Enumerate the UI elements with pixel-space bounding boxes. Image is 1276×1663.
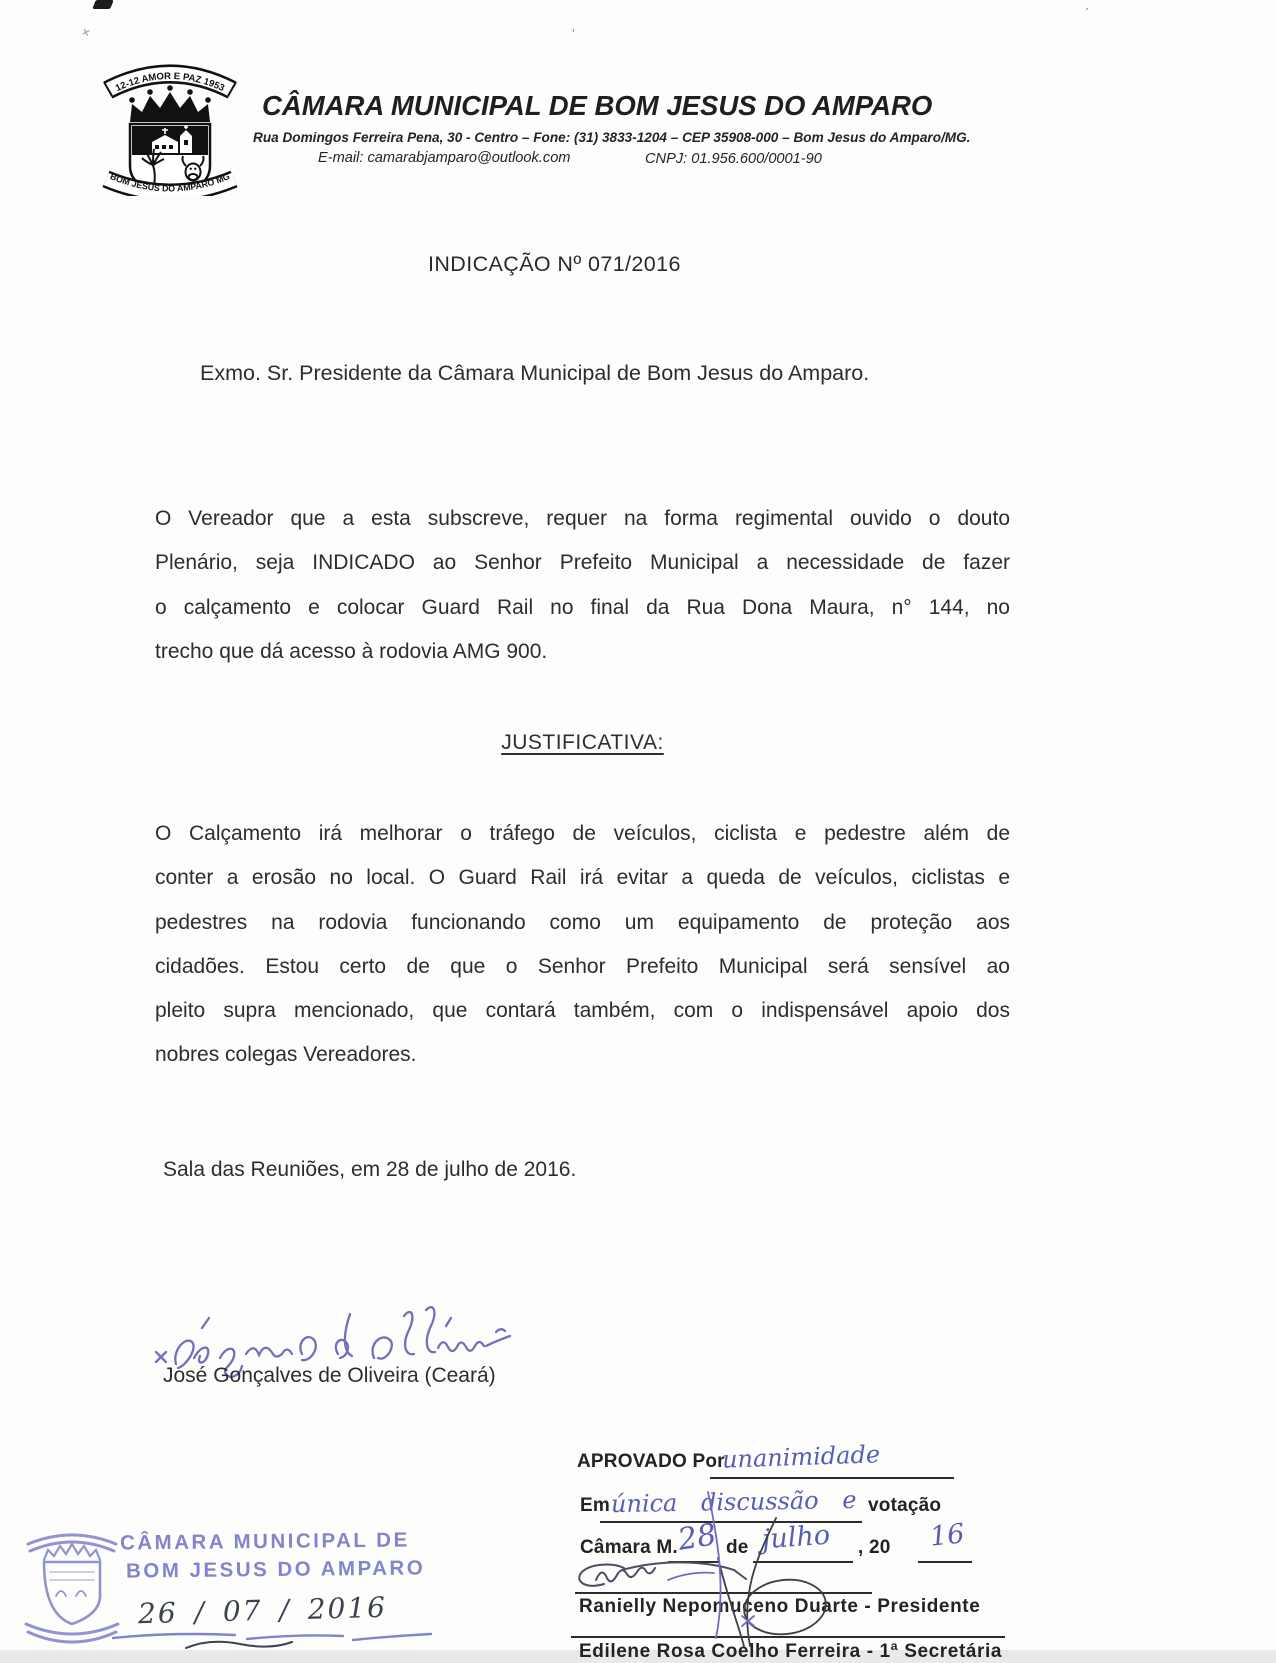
- org-name: CÂMARA MUNICIPAL DE BOM JESUS DO AMPARO: [262, 90, 933, 121]
- approved-fill-line: [710, 1477, 954, 1479]
- crest-ribbon-text: BOM JESUS DO AMPARO MG: [108, 171, 232, 194]
- secretary-name-line: Edilene Rosa Coelho Ferreira - 1ª Secretária: [579, 1641, 1003, 1662]
- camara-label: Câmara M.: [580, 1537, 678, 1558]
- year-prefix-label: , 20: [858, 1537, 891, 1558]
- org-address: Rua Domingos Ferreira Pena, 30 - Centro – Fone: (31) 3833-1204 – CEP 35908-000 – Bom Jesus do Amparo/MG.: [253, 130, 971, 145]
- addressee-line: Exmo. Sr. Presidente da Câmara Municipal de Bom Jesus do Amparo.: [200, 361, 870, 385]
- pen-mark: ×: [79, 23, 93, 41]
- stamp-clipped-scribble: [180, 1638, 300, 1650]
- pen-mark: ': [572, 26, 575, 43]
- em-label: Em: [580, 1495, 610, 1516]
- day-handwritten: 28: [675, 1517, 719, 1558]
- p2-line-2: conter a erosão no local. O Guard Rail irá evitar a queda de veículos, ciclistas e: [155, 866, 1010, 890]
- votacao-label: votação: [868, 1495, 942, 1516]
- paragraph-1: [155, 497, 1010, 674]
- author-typed-name: José Gonçalves de Oliveira (Ceará): [163, 1364, 496, 1387]
- pen-flourish: [600, 1485, 1020, 1650]
- approved-handwritten-value: unanimidade: [721, 1440, 881, 1474]
- p1-line-3: o calçamento e colocar Guard Rail no final da Rua Dona Maura, n° 144, no: [155, 595, 1010, 619]
- p1-line-2: Plenário, seja INDICADO ao Senhor Prefeito Municipal a necessidade de fazer: [155, 551, 1010, 575]
- p2-line-4: cidadões. Estou certo de que o Senhor Prefeito Municipal será sensível ao: [155, 954, 1010, 978]
- p2-line-1: O Calçamento irá melhorar o tráfego de veículos, ciclista e pedestre além de: [155, 822, 1010, 845]
- president-name-line: Ranielly Nepomuceno Duarte - Presidente: [579, 1596, 981, 1617]
- p2-line-6: nobres colegas Vereadores.: [155, 1043, 417, 1067]
- stamp-org-line-2: BOM JESUS DO AMPARO: [125, 1556, 426, 1583]
- justificativa-heading: JUSTIFICATIVA:: [501, 731, 664, 754]
- paragraph-2: [155, 812, 1010, 1078]
- de-label: de: [726, 1537, 749, 1558]
- em-handwritten-value: única discussão e: [610, 1485, 857, 1519]
- approved-label: APROVADO Por: [577, 1451, 725, 1472]
- stamp-date-handwritten: 26 / 07 / 2016: [137, 1590, 388, 1631]
- crest-crown: [130, 92, 210, 122]
- scan-edge-mark: [92, 0, 114, 9]
- document-title: INDICAÇÃO Nº 071/2016: [428, 252, 681, 276]
- year-handwritten: 16: [928, 1518, 966, 1553]
- p2-line-3: pedestres na rodovia funcionando como um equipamento de proteção aos: [155, 910, 1010, 934]
- p1-line-1: O Vereador que a esta subscreve, requer na forma regimental ouvido o douto: [155, 507, 1010, 530]
- place-date-line: Sala das Reuniões, em 28 de julho de 2016.: [163, 1158, 577, 1181]
- month-handwritten: julho: [761, 1519, 832, 1556]
- pen-mark: ': [1079, 4, 1091, 19]
- stamp-org-line-1: CÂMARA MUNICIPAL DE: [119, 1528, 410, 1555]
- p2-line-5: pleito supra mencionado, que contará também, com o indispensável apoio dos: [155, 999, 1010, 1023]
- p1-line-4: trecho que dá acesso à rodovia AMG 900.: [155, 639, 548, 663]
- coat-of-arms: [96, 38, 244, 196]
- crest-motto: 12-12 AMOR E PAZ 1953: [113, 70, 227, 95]
- org-cnpj: CNPJ: 01.956.600/0001-90: [645, 151, 822, 167]
- org-email: E-mail: camarabjamparo@outlook.com: [318, 150, 571, 166]
